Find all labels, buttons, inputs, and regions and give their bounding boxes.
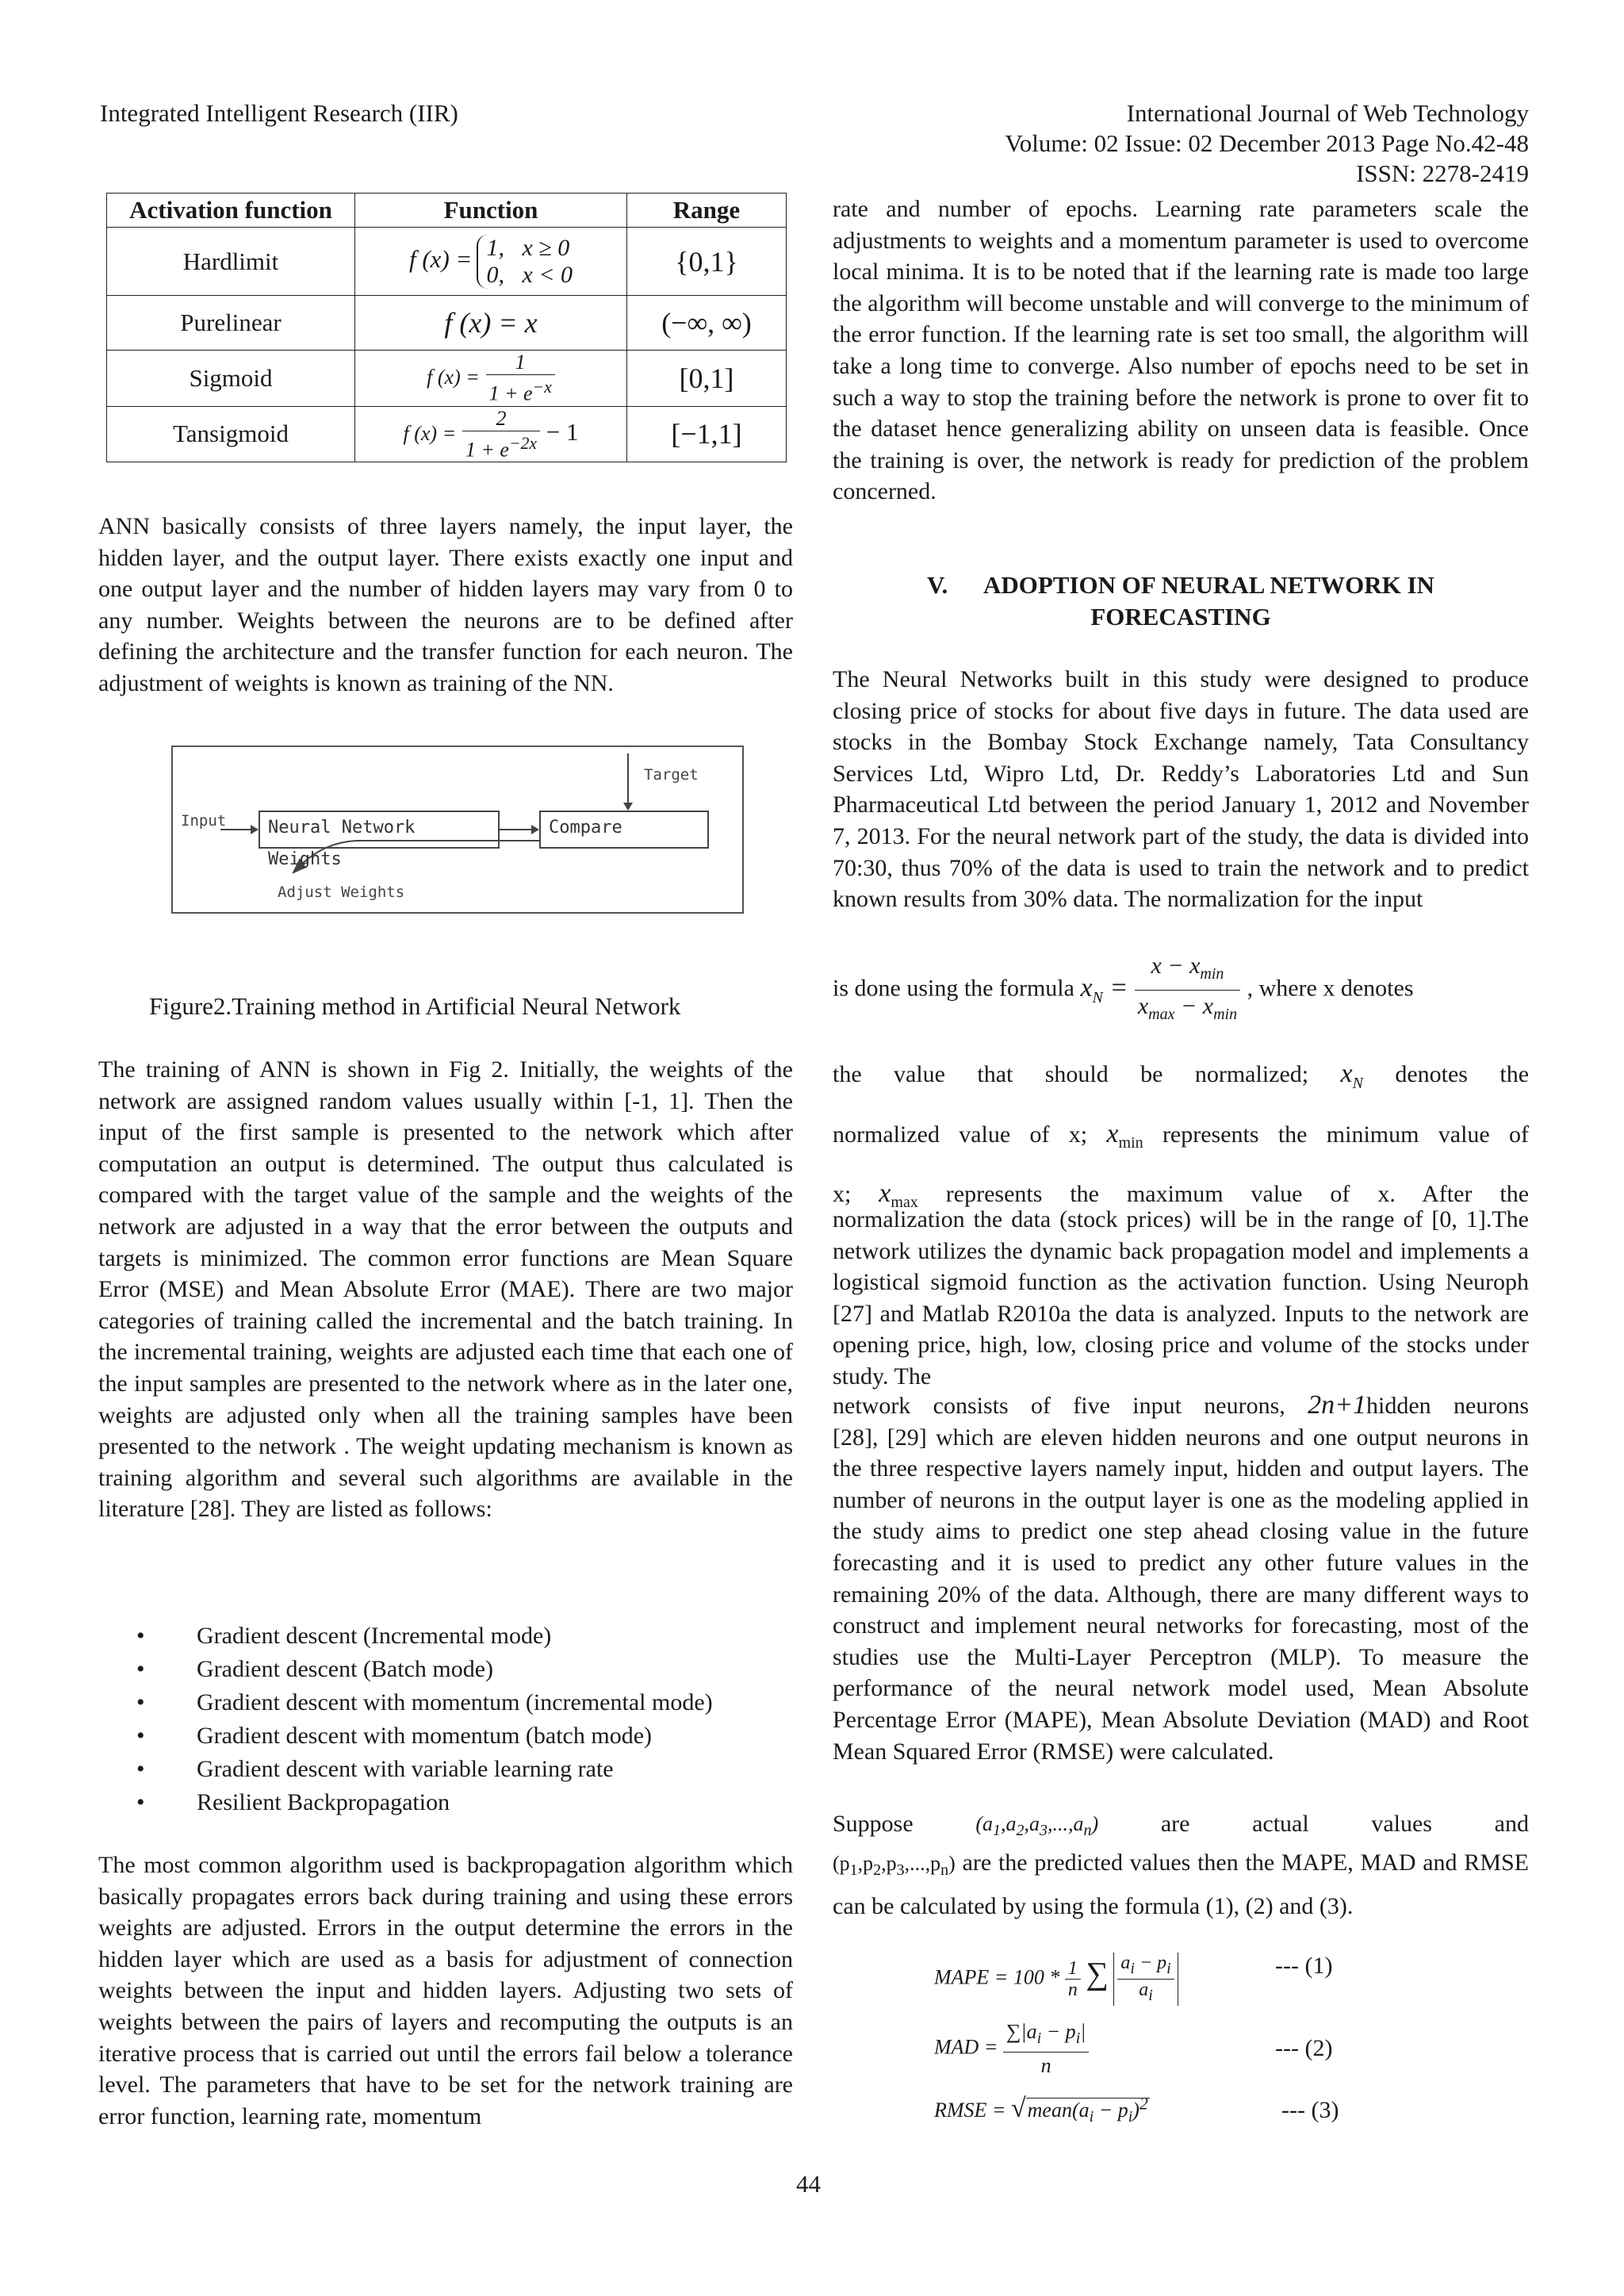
table-cell-name: Sigmoid xyxy=(107,351,355,407)
text-span: represents the maximum value of x. After the xyxy=(945,1180,1530,1207)
rmse-equation: RMSE = $√mean(a_i - p_i)^2$ xyxy=(934,2094,1148,2126)
formula-prefix: is done using the formula xyxy=(833,975,1074,1002)
paragraph-text: rate and number of epochs. Learning rate parameters scale the adjustments to weights and a momentum parameter is used to overcome local minima. It is to be noted that if the learning rate is made too large the algorithm will become unstable and will converge to the minimum of the error function. If the learning rate is set too small, the algorithm will take a long time to converge. Also number of epochs need to be set in such a way to stop the training before the network is prone to over fit to the dataset hence generalizing ability on unseen data is feasible. Once the training is over, the network is ready for prediction of the problem concerned. xyxy=(833,196,1529,505)
text-span: and xyxy=(1494,1811,1529,1837)
equation-number: --- (1) xyxy=(1275,1953,1333,1979)
list-item: • Gradient descent with variable learning rate xyxy=(98,1753,793,1786)
table-header-cell: Activation function xyxy=(107,194,355,228)
table-cell-name: Purelinear xyxy=(107,296,355,351)
paragraph-text: [28], [29] which are eleven hidden neurons and one output neurons in the three respective layers namely input, hidden and output layers. The number of neurons in the output layer is one as the modeling applied in the study aims to predict one step ahead closing value in the future forecasting and it is used to predict any other future values in the remaining 20% of the data. Although, there are many different ways to construct and implement neural networks for forecasting, most of the studies use the Multi-Layer Perceptron (MLP). To measure the performance of the neural network model used, Mean Absolute Percentage Error (MAPE), Mean Absolute Deviation (MAD) and Root Mean Squared Error (RMSE) were calculated. xyxy=(833,1424,1529,1765)
left-paragraph-2 xyxy=(98,1054,793,1525)
section-title-line: V. ADOPTION OF NEURAL NETWORK IN xyxy=(927,571,1434,599)
hardlimit-formula: f (x) = 1, x ≥ 0 0, x < 0 xyxy=(355,228,627,296)
text-span: represents the minimum value of xyxy=(1162,1121,1530,1148)
left-paragraph-1 xyxy=(98,511,793,700)
table-header-row xyxy=(107,194,787,228)
text-span: are xyxy=(1160,1811,1190,1837)
text-span: actual xyxy=(1252,1811,1309,1837)
list-item: • Gradient descent with momentum (incremental mode) xyxy=(98,1686,793,1719)
figure-target-label: Target xyxy=(644,766,699,784)
right-paragraph-6: $(p_1,p_2,p_3,...,p_n)$ are the predicted values then the MAPE, MAD and RMSE can be calculated by using the formula (1), (2) and (3). xyxy=(833,1849,1529,1920)
mape-equation: MAPE = 100 * $\frac{1}{n}$ ∑ $\frac{a_i - p_i}{a_i}$ xyxy=(934,1953,1178,2006)
figure-input-label: Input xyxy=(181,812,227,830)
paragraph-text: The training of ANN is shown in Fig 2. Initially, the weights of the network are assigned random values usually within [-1, 1]. Then the input of the first sample is presented to the network which after computation an output is determined. The output thus calculated is compared with the target value of the sample and the weights of the network are adjusted in a way that the error between the outputs and targets is minimized. The common error functions are Mean Square Error (MSE) and Mean Absolute Error (MAE). There are two major categories of training called the incremental and the batch training. In the incremental training, weights are adjusted each time that each one of the input samples are presented to the network where as in the later one, weights are adjusted only when all the training samples have been presented to the network . The weight updating mechanism is known as training algorithm and several such algorithms are available in the literature [28]. They are listed as follows: xyxy=(98,1056,793,1523)
paragraph-text: normalization the data (stock prices) will be in the range of [0, 1].The network utilizes the dynamic back propagation model and implements a logistical sigmoid function as the activation function. Using Neuroph [27] and Matlab R2010a the data is analyzed. Inputs to the network are opening price, high, low, closing price and volume of the stocks under study. The xyxy=(833,1206,1529,1389)
normalization-formula: $x_N$ = $\frac{x - x_{min}}{x_{max} - x_{min}}$ xyxy=(1080,973,1247,1002)
section-title-line: FORECASTING xyxy=(1090,603,1271,631)
text-span: normalized value of x; xyxy=(833,1121,1088,1148)
table-row xyxy=(107,351,787,407)
activation-function-table xyxy=(106,193,787,462)
mad-equation: MAD = $\frac{\sum|a_i - p_i|}{n}$ xyxy=(934,2018,1089,2079)
table-header-cell: Function xyxy=(355,194,627,228)
journal-volume: Volume: 02 Issue: 02 December 2013 Page No.42-48 xyxy=(1005,129,1529,157)
variable-definitions: the value that should be normalized; $x_N$ denotes the normalized value of x; $x_{min}$ represents the minimum value of x; $x_{max}$ represents the maximum value of x. After the xyxy=(833,1059,1530,1211)
right-paragraph-1 xyxy=(833,194,1529,508)
training-method-figure xyxy=(171,746,744,914)
figure-weights-box: Neural Network Weights xyxy=(259,811,500,849)
purelinear-formula: f (x) = x xyxy=(355,296,627,351)
figure-caption: Figure2.Training method in Artificial Neural Network xyxy=(149,992,681,1020)
journal-issn: ISSN: 2278-2419 xyxy=(1356,159,1529,187)
table-cell-name: Hardlimit xyxy=(107,228,355,296)
normalization-formula-line xyxy=(833,950,1529,1030)
journal-header-right xyxy=(815,98,1529,189)
journal-name: International Journal of Web Technology xyxy=(1126,99,1529,127)
list-item: • Resilient Backpropagation xyxy=(98,1786,793,1819)
paragraph-text: The Neural Networks built in this study were designed to produce closing price of stocks for about five days in future. The data used are stocks in the Bombay Stock Exchange namely, Tata Consultancy Services Ltd, Wipro Ltd, Dr. Reddy’s Laboratories Ltd and Sun Pharmaceutical Ltd between the period January 1, 2012 and November 7, 2013. For the neural network part of the study, the data is divided into 70:30, thus 70% of the data is used to train the network and to predict known results from 30% data. The normalization for the input xyxy=(833,666,1529,913)
sigmoid-formula: f (x) = $\frac{1}{1 + e^{-x}}$ xyxy=(355,351,627,407)
right-paragraph-2 xyxy=(833,664,1529,915)
table-cell-range: [−1,1] xyxy=(627,406,787,462)
paragraph-text: ANN basically consists of three layers namely, the input layer, the hidden layer, and the output layer. There exists exactly one input and one output layer and the number of hidden layers may vary from 0 to any number. Weights between the neurons are to be defined after defining the architecture and the transfer function for each neuron. The adjustment of weights is known as training of the NN. xyxy=(98,513,793,696)
list-item: • Gradient descent (Incremental mode) xyxy=(98,1619,793,1653)
table-row xyxy=(107,406,787,462)
suppose-line: Suppose $(a_1,a_2,a_3,...,a_n)$ are actual values and xyxy=(833,1807,1529,1848)
text-span: network consists of five input neurons, xyxy=(833,1393,1285,1419)
table-cell-range: {0,1} xyxy=(627,228,787,296)
text-span: are the predicted values then the MAPE, MAD and RMSE can be calculated by using the formula (1), (2) and (3). xyxy=(833,1849,1529,1920)
formula-suffix: , where x denotes xyxy=(1247,975,1414,1002)
text-span: Suppose xyxy=(833,1811,914,1837)
list-item: • Gradient descent (Batch mode) xyxy=(98,1653,793,1686)
equation-number: --- (3) xyxy=(1281,2097,1339,2123)
figure-compare-box: Compare xyxy=(539,811,709,849)
figure-adjust-label: Adjust Weights xyxy=(278,884,405,901)
table-row xyxy=(107,296,787,351)
right-paragraph-5: network consists of five input neurons, 2n+1hidden neurons [28], [29] which are eleven hidden neurons and one output neurons in the three respective layers namely input, hidden and output layers. The number of neurons in the output layer is one as the modeling applied in the study aims to predict one step ahead closing value in the future forecasting and it is used to predict any other future values in the remaining 20% of the data. Although, there are many different ways to construct and implement neural networks for forecasting, most of the studies use the Multi-Layer Perceptron (MLP). To measure the performance of the neural network model used, Mean Absolute Percentage Error (MAPE), Mean Absolute Deviation (MAD) and Root Mean Squared Error (RMSE) were calculated. xyxy=(833,1389,1529,1767)
text-span: values xyxy=(1371,1811,1432,1837)
paragraph-text: The most common algorithm used is backpropagation algorithm which basically propagates errors back during training and using these errors weights are adjusted. Errors in the output determine the errors in the hidden layer which are used as a basis for adjustment of connection weights between the input and hidden layers. Adjusting two sets of weights between the pairs of layers and recomputing the outputs is an iterative process that is carried out until the errors fail below a tolerance level. The parameters that have to be set for the network training are error function, learning rate, momentum xyxy=(98,1852,793,2129)
right-paragraph-4 xyxy=(833,1204,1529,1393)
table-cell-name: Tansigmoid xyxy=(107,406,355,462)
page-number: 44 xyxy=(796,2170,821,2198)
text-span: x; xyxy=(833,1180,852,1207)
list-item: • Gradient descent with momentum (batch mode) xyxy=(98,1719,793,1753)
equation-number: --- (2) xyxy=(1275,2035,1333,2061)
text-span: denotes the xyxy=(1395,1061,1530,1087)
table-row xyxy=(107,228,787,296)
text-span: the value that should be normalized; xyxy=(833,1061,1309,1087)
table-header-cell: Range xyxy=(627,194,787,228)
left-paragraph-3 xyxy=(98,1849,793,2132)
section-title xyxy=(833,569,1529,633)
journal-header-left: Integrated Intelligent Research (IIR) xyxy=(100,99,458,127)
training-algorithm-list xyxy=(98,1619,793,1819)
table-cell-range: (−∞, ∞) xyxy=(627,296,787,351)
tansigmoid-formula: f (x) = $\frac{2}{1 + e^{-2x}}$ − 1 xyxy=(355,406,627,462)
table-cell-range: [0,1] xyxy=(627,351,787,407)
text-span: hidden neurons xyxy=(1366,1393,1529,1419)
